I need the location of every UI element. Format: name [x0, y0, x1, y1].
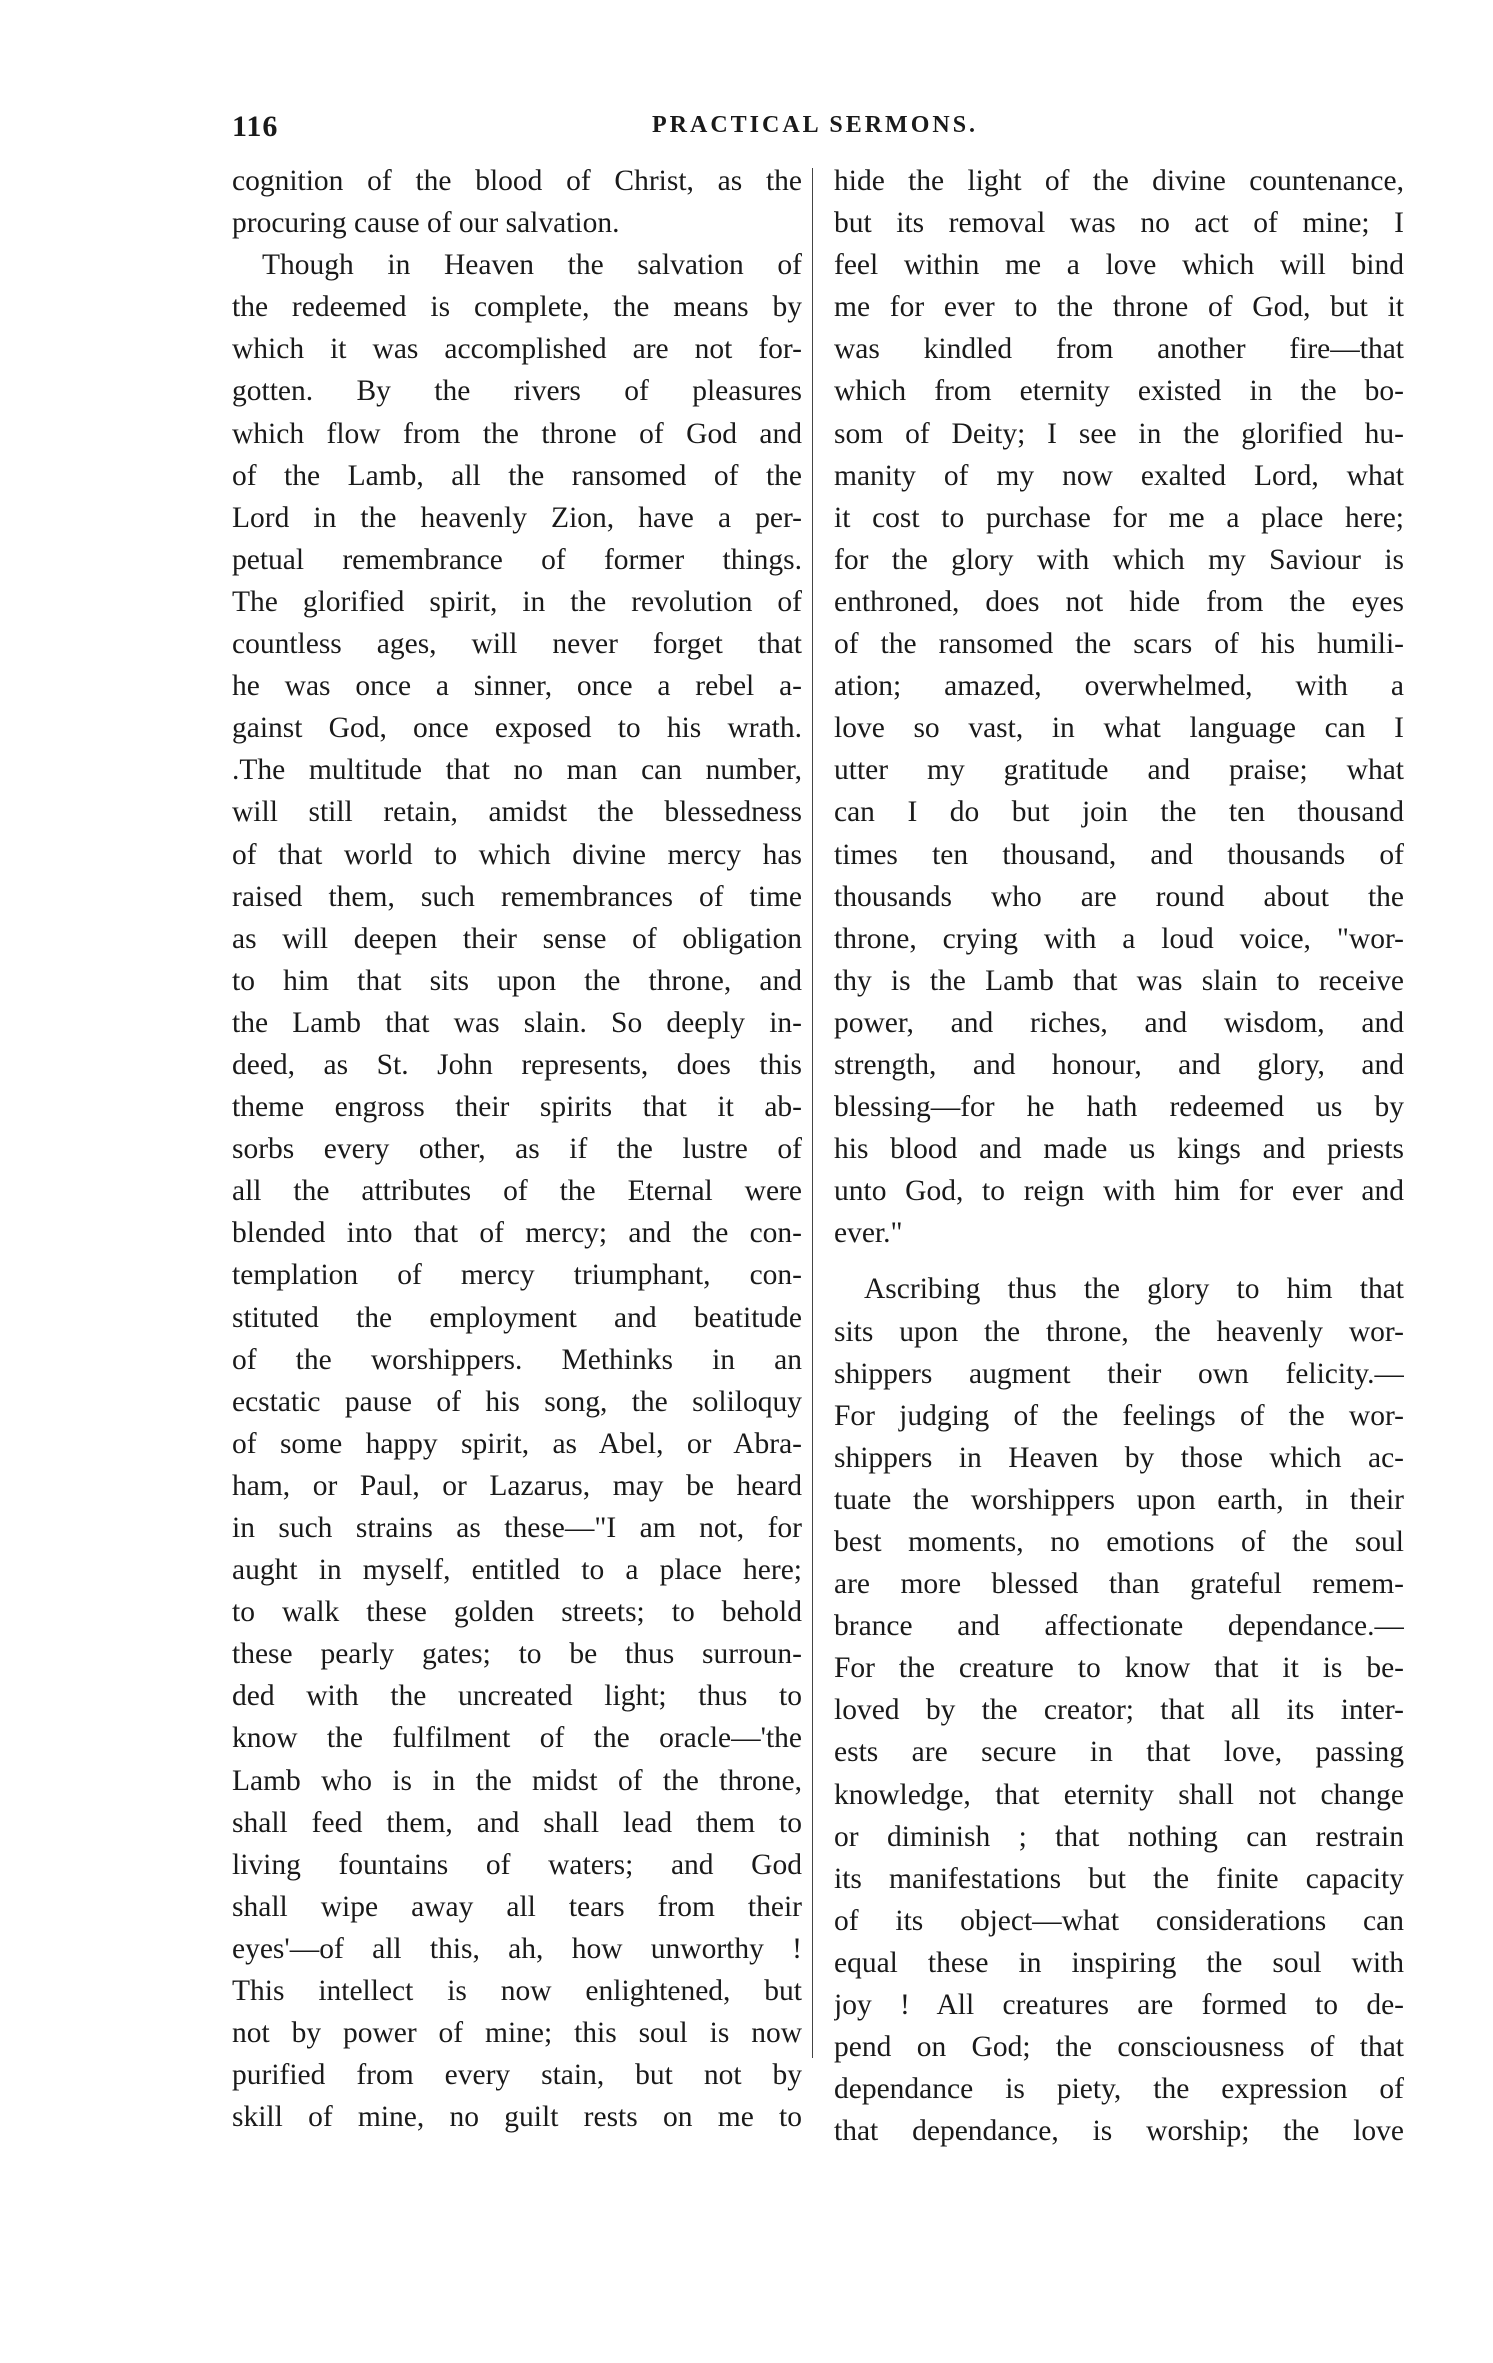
text-line: or diminish ; that nothing can restrain — [834, 1820, 1404, 1853]
left-column — [232, 160, 802, 2138]
text-line: which it was accomplished are not for- — [232, 333, 802, 366]
text-line: joy ! All creatures are formed to de- — [834, 1989, 1404, 2022]
text-line: the Lamb that was slain. So deeply in- — [232, 1006, 802, 1039]
text-line: blended into that of mercy; and the con- — [232, 1217, 802, 1250]
text-line: shippers augment their own felicity.— — [834, 1357, 1404, 1390]
text-line: me for ever to the throne of God, but it — [834, 291, 1404, 324]
text-line: of its object—what considerations can — [834, 1904, 1404, 1937]
text-line: som of Deity; I see in the glorified hu- — [834, 417, 1404, 450]
column-divider — [812, 168, 813, 2058]
text-line: eyes'—of all this, ah, how unworthy ! — [232, 1932, 802, 1965]
text-line: but its removal was no act of mine; I — [834, 207, 1404, 240]
text-line: raised them, such remembrances of time — [232, 880, 802, 913]
text-line: Ascribing thus the glory to him that — [864, 1273, 1404, 1306]
text-line: For judging of the feelings of the wor- — [834, 1399, 1404, 1432]
text-line: of the Lamb, all the ransomed of the — [232, 459, 802, 492]
text-line: his blood and made us kings and priests — [834, 1133, 1404, 1166]
text-line: strength, and honour, and glory, and — [834, 1048, 1404, 1081]
text-line: ests are secure in that love, passing — [834, 1736, 1404, 1769]
text-line: to walk these golden streets; to behold — [232, 1596, 802, 1629]
text-line: of the worshippers. Methinks in an — [232, 1343, 802, 1376]
text-line: blessing—for he hath redeemed us by — [834, 1091, 1404, 1124]
text-line: thy is the Lamb that was slain to receive — [834, 964, 1404, 997]
text-line: utter my gratitude and praise; what — [834, 754, 1404, 787]
text-line: purified from every stain, but not by — [232, 2059, 802, 2092]
text-line: he was once a sinner, once a rebel a- — [232, 670, 802, 703]
text-line: can I do but join the ten thousand — [834, 796, 1404, 829]
text-line: equal these in inspiring the soul with — [834, 1946, 1404, 1979]
text-line: hide the light of the divine countenance, — [834, 165, 1404, 197]
text-line: the redeemed is complete, the means by — [232, 291, 802, 324]
text-line: throne, crying with a loud voice, "wor- — [834, 922, 1404, 955]
page-number: 116 — [232, 110, 279, 143]
text-line: knowledge, that eternity shall not change — [834, 1778, 1404, 1811]
text-line: thousands who are round about the — [834, 880, 1404, 913]
text-line: This intellect is now enlightened, but — [232, 1975, 802, 2008]
text-line: cognition of the blood of Christ, as the — [232, 165, 802, 197]
text-line: best moments, no emotions of the soul — [834, 1526, 1404, 1558]
text-line: enthroned, does not hide from the eyes — [834, 585, 1404, 618]
paragraph-gap — [834, 1254, 1404, 1268]
text-line: dependance is piety, the expression of — [834, 2073, 1404, 2106]
text-line: sorbs every other, as if the lustre of — [232, 1133, 802, 1166]
text-line: Though in Heaven the salvation of — [262, 249, 802, 282]
text-line: that dependance, is worship; the love — [834, 2115, 1404, 2148]
text-line: feel within me a love which will bind — [834, 249, 1404, 282]
text-line: which flow from the throne of God and — [232, 417, 802, 450]
text-line: which from eternity existed in the bo- — [834, 375, 1404, 408]
text-line: gainst God, once exposed to his wrath. — [232, 712, 802, 745]
text-line: pend on God; the consciousness of that — [834, 2031, 1404, 2064]
text-line: ever." — [834, 1217, 903, 1250]
text-line: gotten. By the rivers of pleasures — [232, 375, 802, 408]
text-line: in such strains as these—"I am not, for — [232, 1512, 802, 1544]
text-line: countless ages, will never forget that — [232, 628, 802, 661]
running-head: PRACTICAL SERMONS. — [652, 112, 979, 138]
text-line: skill of mine, no guilt rests on me to — [232, 2101, 802, 2134]
text-line: petual remembrance of former things. — [232, 543, 802, 576]
text-line: ham, or Paul, or Lazarus, may be heard — [232, 1469, 802, 1502]
text-line: Lamb who is in the midst of the throne, — [232, 1764, 802, 1797]
right-column — [834, 160, 1404, 2152]
text-line: ded with the uncreated light; thus to — [232, 1680, 802, 1713]
text-line: all the attributes of the Eternal were — [232, 1175, 802, 1208]
text-line: will still retain, amidst the blessedness — [232, 796, 802, 829]
text-line: loved by the creator; that all its inter- — [834, 1694, 1404, 1727]
text-line: shall feed them, and shall lead them to — [232, 1806, 802, 1839]
text-line: Lord in the heavenly Zion, have a per- — [232, 501, 802, 534]
page-header — [232, 110, 1412, 150]
text-line: shall wipe away all tears from their — [232, 1890, 802, 1923]
text-line: ecstatic pause of his song, the soliloquy — [232, 1385, 802, 1418]
text-line: was kindled from another fire—that — [834, 333, 1404, 366]
text-line: living fountains of waters; and God — [232, 1848, 802, 1881]
text-line: manity of my now exalted Lord, what — [834, 459, 1404, 492]
text-line: for the glory with which my Saviour is — [834, 543, 1404, 576]
text-line: of some happy spirit, as Abel, or Abra- — [232, 1427, 802, 1460]
text-line: its manifestations but the finite capacity — [834, 1862, 1404, 1895]
text-line: of the ransomed the scars of his humili- — [834, 628, 1404, 661]
text-line: not by power of mine; this soul is now — [232, 2017, 802, 2050]
text-line: stituted the employment and beatitude — [232, 1301, 802, 1334]
text-line: love so vast, in what language can I — [834, 712, 1404, 745]
text-line: deed, as St. John represents, does this — [232, 1048, 802, 1081]
text-line: sits upon the throne, the heavenly wor- — [834, 1315, 1404, 1348]
text-line: templation of mercy triumphant, con- — [232, 1259, 802, 1292]
text-line: times ten thousand, and thousands of — [834, 838, 1404, 871]
text-line: as will deepen their sense of obligation — [232, 922, 802, 955]
text-line: know the fulfilment of the oracle—'the — [232, 1722, 802, 1755]
text-line: tuate the worshippers upon earth, in their — [834, 1483, 1404, 1516]
text-line: these pearly gates; to be thus surroun- — [232, 1638, 802, 1671]
text-line: For the creature to know that it is be- — [834, 1652, 1404, 1685]
text-line: unto God, to reign with him for ever and — [834, 1175, 1404, 1208]
text-line: shippers in Heaven by those which ac- — [834, 1441, 1404, 1474]
text-line: power, and riches, and wisdom, and — [834, 1006, 1404, 1039]
text-line: procuring cause of our salvation. — [232, 207, 620, 240]
text-line: to him that sits upon the throne, and — [232, 964, 802, 997]
text-line: it cost to purchase for me a place here; — [834, 501, 1404, 534]
text-line: ation; amazed, overwhelmed, with a — [834, 670, 1404, 703]
text-line: theme engross their spirits that it ab- — [232, 1091, 802, 1124]
text-line: .The multitude that no man can number, — [232, 754, 802, 787]
text-line: of that world to which divine mercy has — [232, 838, 802, 871]
text-line: aught in myself, entitled to a place here; — [232, 1554, 802, 1587]
text-line: The glorified spirit, in the revolution of — [232, 585, 802, 618]
text-line: brance and affectionate dependance.— — [834, 1610, 1404, 1643]
text-line: are more blessed than grateful remem- — [834, 1568, 1404, 1601]
